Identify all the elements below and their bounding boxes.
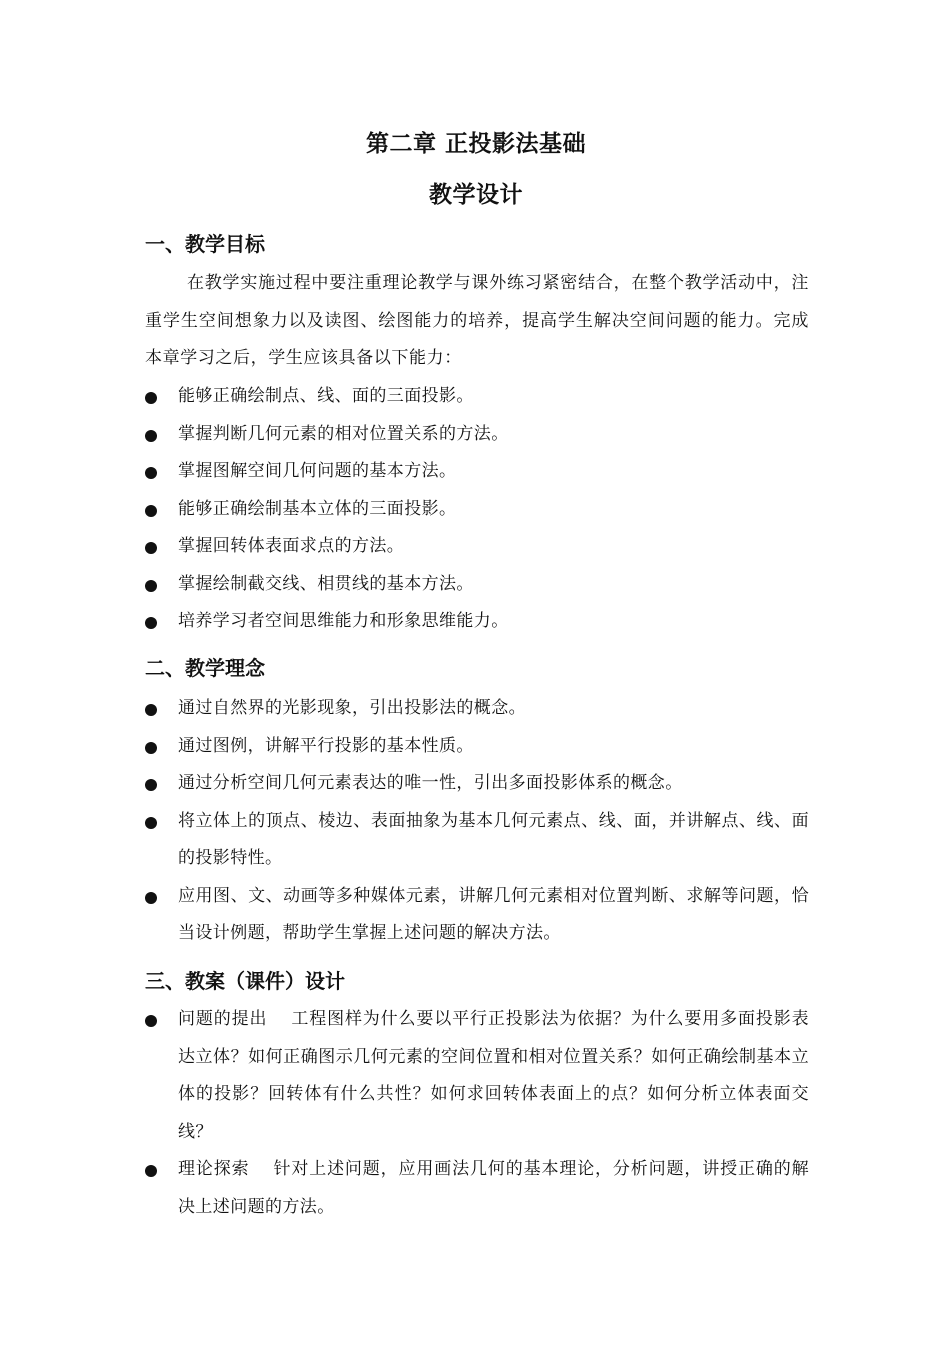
section-heading-philosophy: 二、教学理念 bbox=[145, 656, 265, 680]
list-item-text: 掌握绘制截交线、相贯线的基本方法。 bbox=[178, 573, 474, 594]
list-item-text: 能够正确绘制基本立体的三面投影。 bbox=[178, 498, 457, 519]
philosophy-list bbox=[145, 690, 809, 953]
list-item bbox=[145, 1151, 809, 1226]
bullet-dot-icon bbox=[145, 580, 157, 592]
list-item bbox=[145, 690, 809, 728]
bullet-dot-icon bbox=[145, 617, 157, 629]
list-item bbox=[145, 878, 809, 953]
list-item bbox=[145, 603, 809, 641]
bullet-dot-icon bbox=[145, 505, 157, 517]
objectives-list bbox=[145, 378, 809, 641]
list-item bbox=[145, 416, 809, 454]
list-item-text: 通过图例，讲解平行投影的基本性质。 bbox=[178, 735, 474, 756]
list-item-text: 通过自然界的光影现象，引出投影法的概念。 bbox=[178, 698, 526, 718]
list-item bbox=[145, 803, 809, 878]
bullet-dot-icon bbox=[145, 1015, 157, 1027]
list-item bbox=[145, 491, 809, 529]
list-item-text: 掌握回转体表面求点的方法。 bbox=[178, 536, 405, 556]
list-item bbox=[145, 728, 809, 766]
document-title: 第二章 正投影法基础 bbox=[365, 131, 586, 157]
list-item-text: 培养学习者空间思维能力和形象思维能力。 bbox=[178, 611, 509, 631]
document-subtitle: 教学设计 bbox=[429, 182, 523, 208]
list-item-text: 掌握判断几何元素的相对位置关系的方法。 bbox=[178, 423, 509, 444]
list-item bbox=[145, 566, 809, 604]
list-item-text: 通过分析空间几何元素表达的唯一性，引出多面投影体系的概念。 bbox=[178, 773, 683, 793]
bullet-dot-icon bbox=[145, 467, 157, 479]
list-item bbox=[145, 528, 809, 566]
bullet-dot-icon bbox=[145, 430, 157, 442]
bullet-dot-icon bbox=[145, 704, 157, 716]
list-item bbox=[145, 453, 809, 491]
list-item-text: 能够正确绘制点、线、面的三面投影。 bbox=[178, 386, 474, 406]
bullet-dot-icon bbox=[145, 892, 157, 904]
list-item-text: 工程图样为什么要以平行正投影法为依据？为什么要用多面投影表达立体？如何正确图示几何元素的空间位置和相对位置关系？如何正确绘制基本立体的投影？回转体有什么共性？如何求回转体表面上的点？如何分析立体表面交线？ bbox=[178, 1009, 810, 1142]
bullet-dot-icon bbox=[145, 817, 157, 829]
bullet-dot-icon bbox=[145, 779, 157, 791]
list-item-text: 应用图、文、动画等多种媒体元素，讲解几何元素相对位置判断、求解等问题，恰当设计例题，帮助学生掌握上述问题的解决方法。 bbox=[178, 885, 809, 943]
bullet-dot-icon bbox=[145, 392, 157, 404]
bullet-dot-icon bbox=[145, 542, 157, 554]
list-item-lead: 理论探索 bbox=[178, 1159, 250, 1179]
list-item bbox=[145, 378, 809, 416]
section-heading-objectives: 一、教学目标 bbox=[145, 232, 265, 256]
list-item-text: 针对上述问题，应用画法几何的基本理论，分析问题，讲授正确的解决上述问题的方法。 bbox=[178, 1159, 809, 1217]
list-item bbox=[145, 765, 809, 803]
bullet-dot-icon bbox=[145, 742, 157, 754]
list-item-text: 将立体上的顶点、棱边、表面抽象为基本几何元素点、线、面，并讲解点、线、面的投影特性。 bbox=[178, 810, 809, 868]
lesson-design-list bbox=[145, 1001, 809, 1226]
bullet-dot-icon bbox=[145, 1165, 157, 1177]
list-item-lead: 问题的提出 bbox=[178, 1009, 268, 1029]
section-heading-lesson-design: 三、教案（课件）设计 bbox=[145, 969, 345, 993]
list-item bbox=[145, 1001, 809, 1151]
list-item-text: 掌握图解空间几何问题的基本方法。 bbox=[178, 461, 457, 481]
objectives-intro-paragraph: 在教学实施过程中要注重理论教学与课外练习紧密结合，在整个教学活动中，注重学生空间想象力以及读图、绘图能力的培养，提高学生解决空间问题的能力。完成本章学习之后，学生应该具备以下能力： bbox=[145, 273, 809, 368]
